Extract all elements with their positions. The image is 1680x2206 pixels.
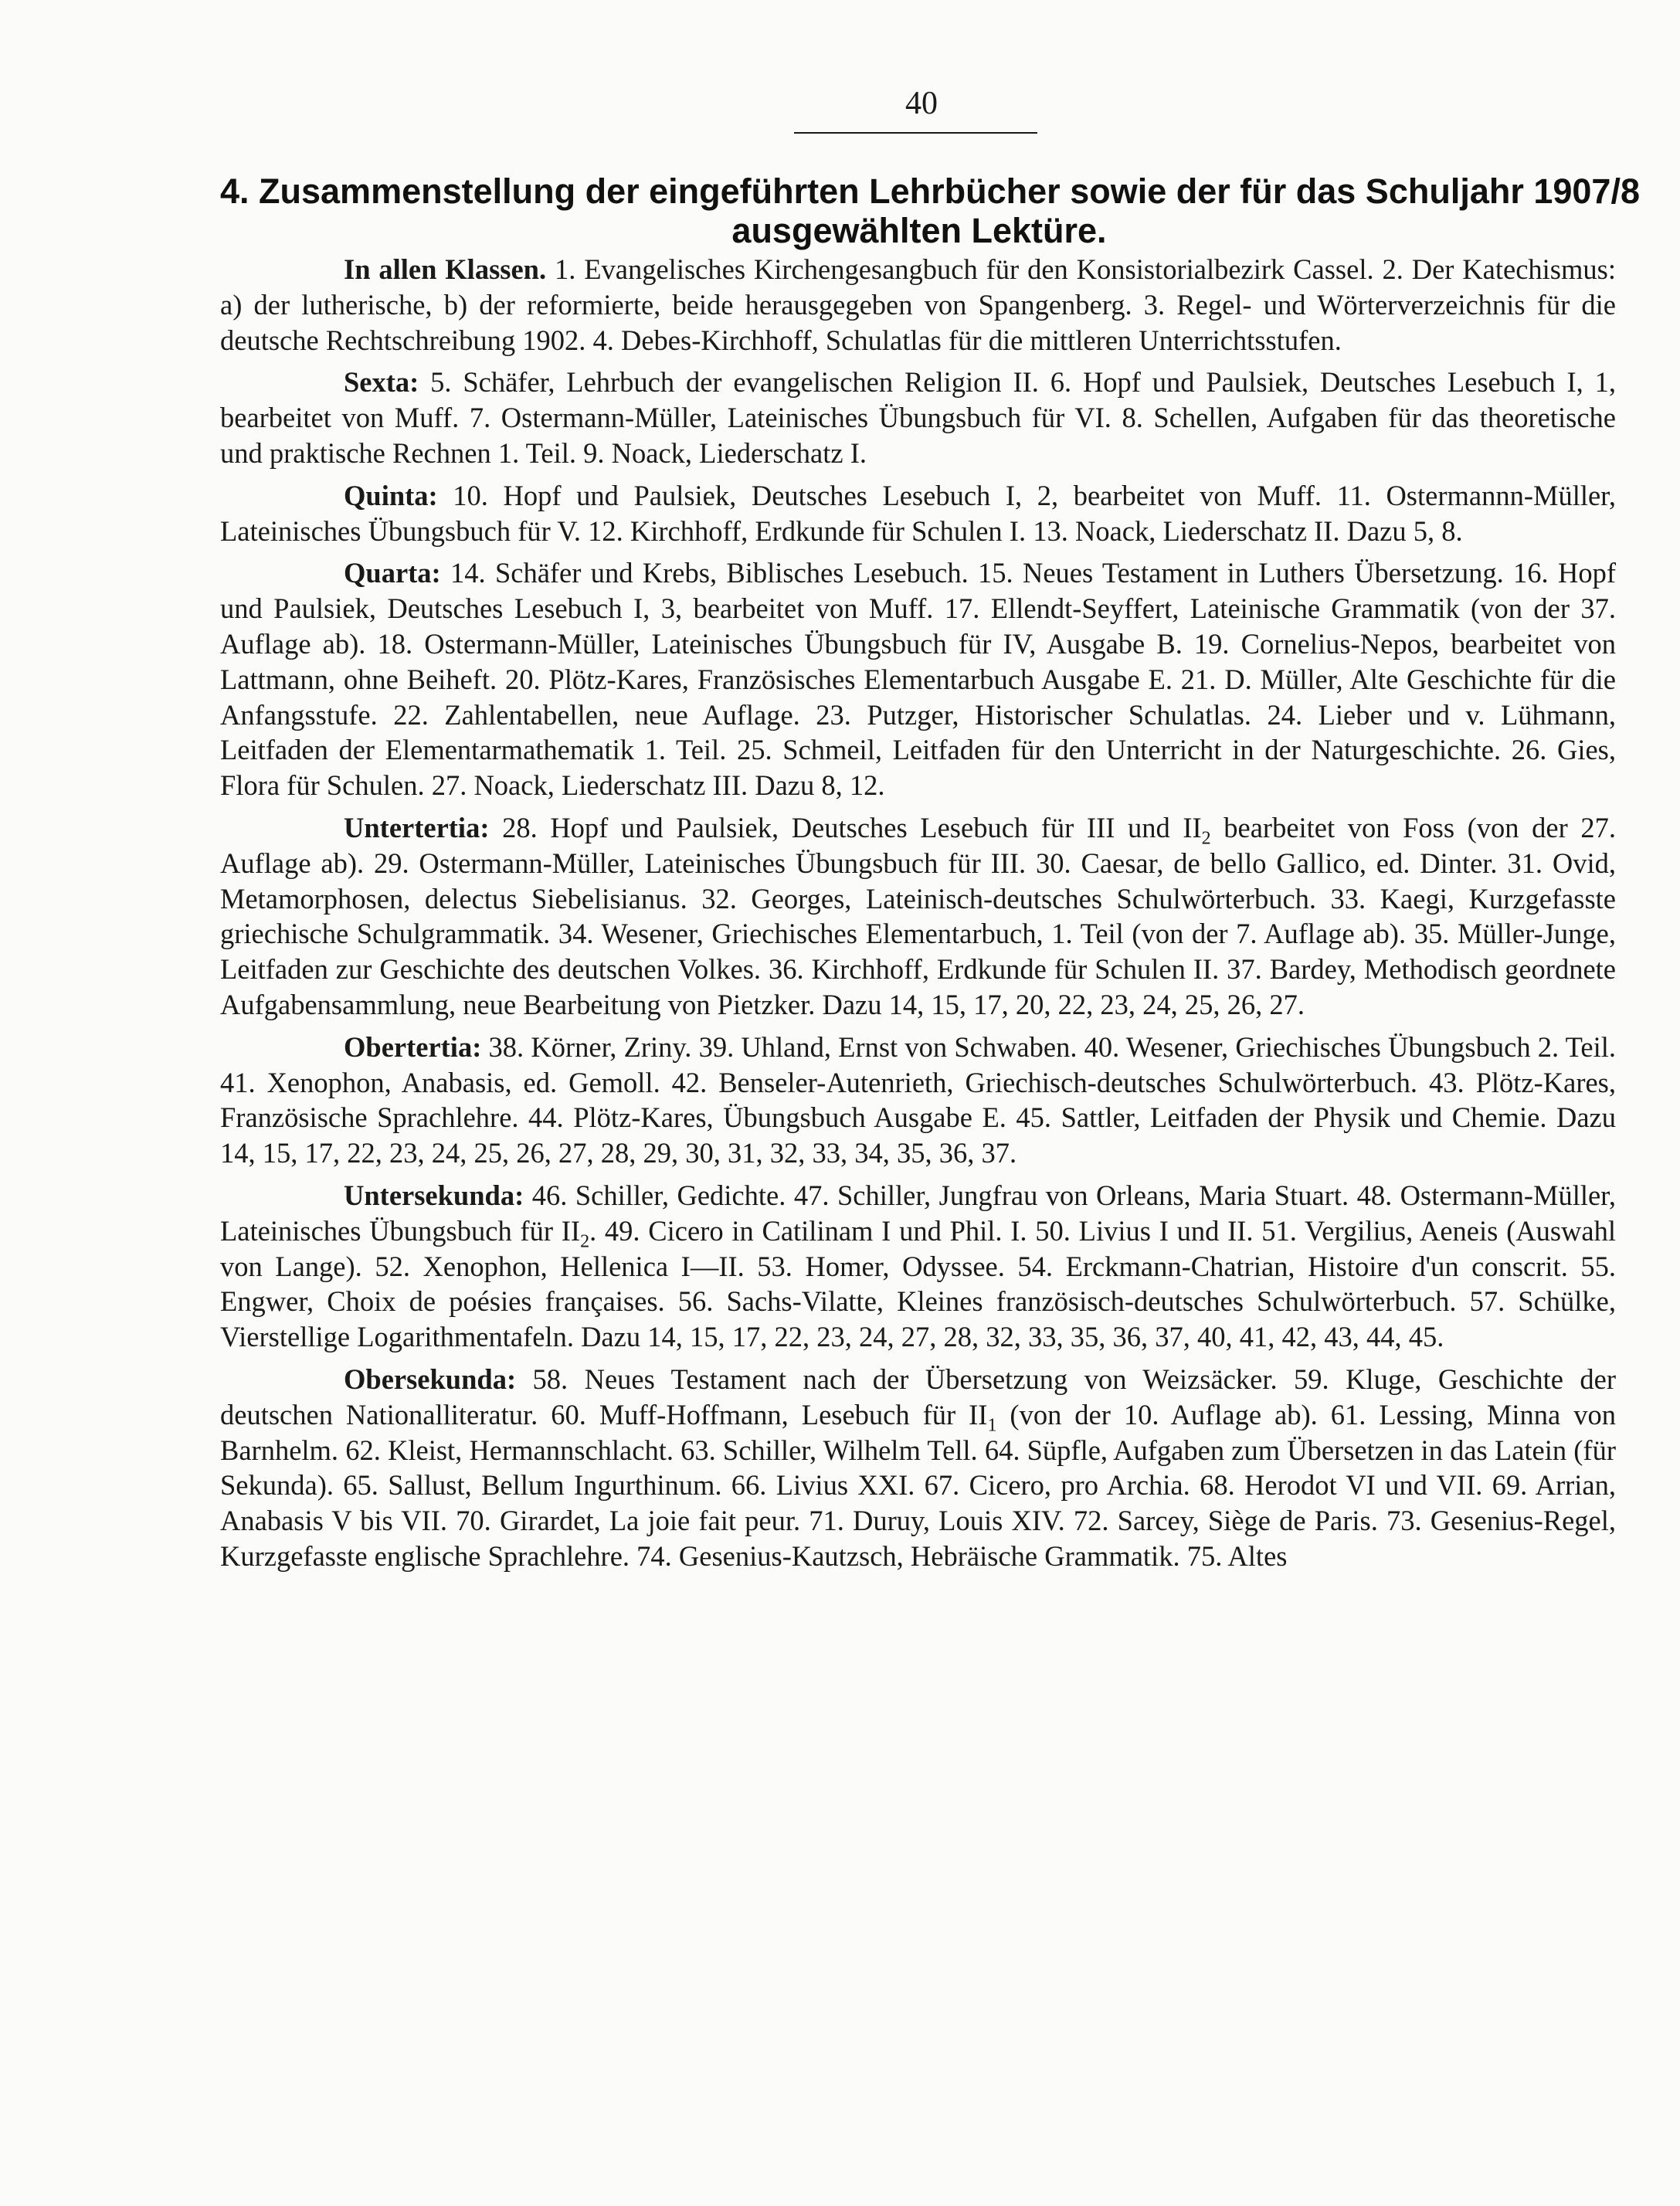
class-label: Obertertia:	[344, 1030, 482, 1063]
paragraph-obersekunda	[220, 1362, 1616, 1574]
paragraph-obertertia	[220, 1030, 1616, 1171]
paragraph-untersekunda	[220, 1178, 1616, 1355]
paragraph-sexta	[220, 365, 1616, 470]
paragraph-quinta	[220, 478, 1616, 549]
header-rule	[794, 132, 1037, 134]
paragraph-text: 1. Evangelisches Kirchengesangbuch für den Konsistorialbezirk Cassel. 2. Der Katechismus: a) der lutherische, b) der reformierte, beide herausgegeben von Spangenberg. 3. Regel- und Wörterverzeichnis für die deutsche Rechtschreibung 1902. 4. Debes-Kirchhoff, Schulatlas für die mittleren Unterrichtsstufen.	[220, 253, 1616, 356]
paragraph-text-continued: bearbeitet von Foss (von der 27. Auflage ab). 29. Ostermann-Müller, Lateinisches Übungsbuch für III. 30. Caesar, de bello Gallico, ed. Dinter. 31. Ovid, Metamorphosen, delectus Siebelisianus. 32. Georges, Lateinisch-deutsches Schulwörterbuch. 33. Kaegi, Kurzgefasste griechische Schulgrammatik. 34. Wesener, Griechisches Elementarbuch, 1. Teil (von der 7. Auflage ab). 35. Müller-Junge, Leitfaden zur Geschichte des deutschen Volkes. 36. Kirchhoff, Erdkunde für Schulen II. 37. Bardey, Methodisch geordnete Aufgabensammlung, neue Bearbeitung von Pietzker. Dazu 14, 15, 17, 20, 22, 23, 24, 25, 26, 27.	[220, 811, 1616, 1020]
paragraph-all-classes	[220, 252, 1616, 358]
subscript: 1	[987, 1415, 997, 1435]
paragraph-quarta	[220, 555, 1616, 803]
heading-line-2: ausgewählten Lektüre.	[731, 211, 1107, 250]
section-heading	[220, 171, 1640, 250]
paragraph-text: 14. Schäfer und Krebs, Biblisches Lesebuch. 15. Neues Testament in Luthers Übersetzung. 16. Hopf und Paulsiek, Deutsches Lesebuch I, 3, bearbeitet von Muff. 17. Ellendt-Seyffert, Lateinische Grammatik (von der 37. Auflage ab). 18. Ostermann-Müller, Lateinisches Übungsbuch für IV, Ausgabe B. 19. Cornelius-Nepos, bearbeitet von Lattmann, ohne Beiheft. 20. Plötz-Kares, Französisches Elementarbuch Ausgabe E. 21. D. Müller, Alte Geschichte für die Anfangsstufe. 22. Zahlentabellen, neue Auflage. 23. Putzger, Historischer Schulatlas. 24. Lieber und v. Lühmann, Leitfaden der Elementarmathematik 1. Teil. 25. Schmeil, Leitfaden für den Unterricht in der Naturgeschichte. 26. Gies, Flora für Schulen. 27. Noack, Liederschatz III. Dazu 8, 12.	[220, 557, 1616, 802]
subscript: 2	[1201, 828, 1211, 849]
paragraph-text: 5. Schäfer, Lehrbuch der evangelischen Religion II. 6. Hopf und Paulsiek, Deutsches Lesebuch I, 1, bearbeitet von Muff. 7. Ostermann-Müller, Lateinisches Übungsbuch für VI. 8. Schellen, Aufgaben für das theoretische und praktische Rechnen 1. Teil. 9. Noack, Liederschatz I.	[220, 366, 1616, 469]
paragraph-text-continued: . 49. Cicero in Catilinam I und Phil. I. 50. Livius I und II. 51. Vergilius, Aeneis (Auswahl von Lange). 52. Xenophon, Hellenica I—II. 53. Homer, Odyssee. 54. Erckmann-Chatrian, Histoire d'un conscrit. 55. Engwer, Choix de poésies françaises. 56. Sachs-Vilatte, Kleines französisch-deutsches Schulwörterbuch. 57. Schülke, Vierstellige Logarithmentafeln. Dazu 14, 15, 17, 22, 23, 24, 27, 28, 32, 33, 35, 36, 37, 40, 41, 42, 43, 44, 45.	[220, 1214, 1617, 1353]
class-label: Untertertia:	[344, 811, 490, 843]
page-number: 40	[905, 86, 938, 121]
paragraph-text-continued: (von der 10. Auflage ab). 61. Lessing, Minna von Barnhelm. 62. Kleist, Hermannschlacht. 63. Schiller, Wilhelm Tell. 64. Süpfle, Aufgaben zum Übersetzen in das Latein (für Sekunda). 65. Sallust, Bellum Ingurthinum. 66. Livius XXI. 67. Cicero, pro Archia. 68. Herodot VI und VII. 69. Arrian, Anabasis V bis VII. 70. Girardet, La joie fait peur. 71. Duruy, Louis XIV. 72. Sarcey, Siège de Paris. 73. Gesenius-Regel, Kurzgefasste englische Sprachlehre. 74. Gesenius-Kautzsch, Hebräische Grammatik. 75. Altes	[220, 1398, 1616, 1572]
class-label: Sexta:	[344, 366, 419, 399]
paragraph-text: 10. Hopf und Paulsiek, Deutsches Lesebuch I, 2, bearbeitet von Muff. 11. Ostermannn-Müller, Lateinisches Übungsbuch für V. 12. Kirchhoff, Erdkunde für Schulen I. 13. Noack, Liederschatz II. Dazu 5, 8.	[220, 479, 1616, 547]
heading-line-1: 4. Zusammenstellung der eingeführten Lehrbücher sowie der für das Schuljahr 1907/8	[220, 171, 1640, 211]
class-label: In allen Klassen.	[344, 253, 547, 285]
paragraph-untertertia	[220, 810, 1616, 1023]
class-label: Untersekunda:	[344, 1179, 524, 1211]
class-label: Obersekunda:	[344, 1363, 517, 1395]
paragraph-text: 58. Neues Testament nach der Übersetzung von Weizsäcker. 59. Kluge, Geschichte der deutschen Nationalliteratur. 60. Muff-Hoffmann, Lesebuch für II	[220, 1363, 1616, 1431]
subscript: 2	[580, 1231, 590, 1252]
paragraph-text: 46. Schiller, Gedichte. 47. Schiller, Jungfrau von Orleans, Maria Stuart. 48. Ostermann-Müller, Lateinisches Übungsbuch für II	[220, 1179, 1616, 1247]
class-label: Quinta:	[344, 479, 438, 511]
paragraph-text: 28. Hopf und Paulsiek, Deutsches Lesebuch für III und II	[489, 811, 1202, 843]
paragraph-text: 38. Körner, Zriny. 39. Uhland, Ernst von Schwaben. 40. Wesener, Griechisches Übungsbuch 2. Teil. 41. Xenophon, Anabasis, ed. Gemoll. 42. Benseler-Autenrieth, Griechisch-deutsches Schulwörterbuch. 43. Plötz-Kares, Französische Sprachlehre. 44. Plötz-Kares, Übungsbuch Ausgabe E. 45. Sattler, Leitfaden der Physik und Chemie. Dazu 14, 15, 17, 22, 23, 24, 25, 26, 27, 28, 29, 30, 31, 32, 33, 34, 35, 36, 37.	[220, 1030, 1616, 1169]
textbook-list	[220, 252, 1616, 1581]
class-label: Quarta:	[344, 557, 441, 589]
